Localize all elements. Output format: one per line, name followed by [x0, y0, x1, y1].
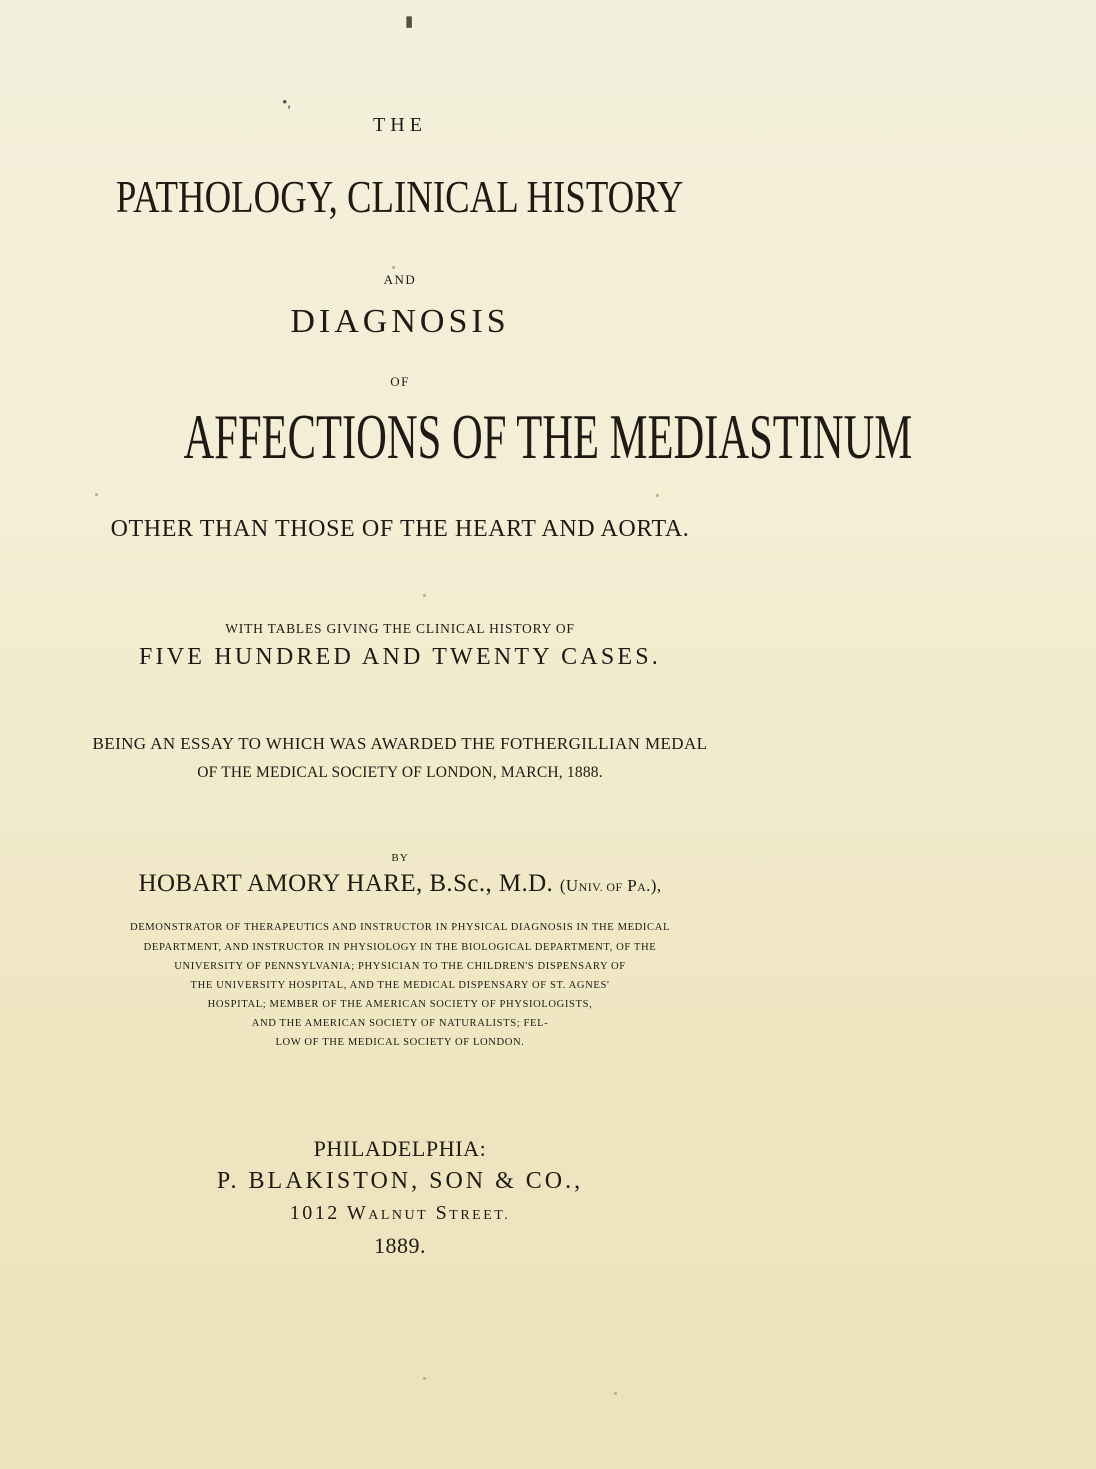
stray-mark-top: ▮ [405, 14, 414, 30]
credentials-line: HOSPITAL; MEMBER OF THE AMERICAN SOCIETY OF PHYSIOLOGISTS, [207, 999, 593, 1010]
title-line-3-text: AFFECTIONS OF THE MEDIASTINUM [183, 401, 913, 472]
imprint-year: 1889. [374, 1233, 426, 1258]
credentials-line: AND THE AMERICAN SOCIETY OF NATURALISTS; FEL- [251, 1018, 549, 1029]
speck-2 [95, 493, 98, 496]
credentials-line: LOW OF THE MEDICAL SOCIETY OF LONDON. [275, 1037, 525, 1048]
credentials-line: THE UNIVERSITY HOSPITAL, AND THE MEDICAL DISPENSARY OF ST. AGNES' [190, 980, 610, 991]
credentials-line: DEPARTMENT, AND INSTRUCTOR IN PHYSIOLOGY IN THE BIOLOGICAL DEPARTMENT, OF THE [143, 942, 657, 953]
imprint-address: 1012 WALNUT STREET. [289, 1202, 511, 1224]
title-and: AND [383, 272, 417, 287]
by-label: BY [391, 852, 409, 864]
speck-6 [614, 1392, 617, 1395]
title-line-1-text: PATHOLOGY, CLINICAL HISTORY [116, 171, 684, 222]
title-line-1 [0, 172, 800, 222]
speck-4 [423, 594, 426, 597]
title-the: THE [373, 114, 427, 136]
speck-5 [423, 1377, 426, 1380]
title-of: OF [390, 374, 410, 389]
author-name: HOBART AMORY HARE, B.Sc., M.D. [138, 870, 554, 897]
cases-count: FIVE HUNDRED AND TWENTY CASES. [139, 644, 661, 670]
stray-mark-comma: •, [282, 95, 292, 111]
title-line-3 [0, 400, 913, 474]
author-line [0, 870, 800, 898]
speck-1 [392, 266, 395, 269]
essay-line-1: BEING AN ESSAY TO WHICH WAS AWARDED THE FOTHERGILLIAN MEDAL [92, 734, 708, 753]
essay-line-2: OF THE MEDICAL SOCIETY OF LONDON, MARCH, 1888. [197, 764, 603, 781]
credentials-line: DEMONSTRATOR OF THERAPEUTICS AND INSTRUCTOR IN PHYSICAL DIAGNOSIS IN THE MEDICAL [129, 922, 671, 933]
subtitle: OTHER THAN THOSE OF THE HEART AND AORTA. [110, 516, 690, 542]
speck-3 [656, 494, 659, 497]
credentials-line: UNIVERSITY OF PENNSYLVANIA; PHYSICIAN TO THE CHILDREN'S DISPENSARY OF [174, 961, 626, 972]
imprint-publisher: P. BLAKISTON, SON & CO., [216, 1168, 584, 1194]
tables-note: WITH TABLES GIVING THE CLINICAL HISTORY OF [225, 621, 575, 636]
author-affiliation: (UNIV. OF PA.), [559, 876, 662, 895]
imprint-city: PHILADELPHIA: [313, 1136, 487, 1161]
title-line-2: DIAGNOSIS [290, 303, 510, 340]
